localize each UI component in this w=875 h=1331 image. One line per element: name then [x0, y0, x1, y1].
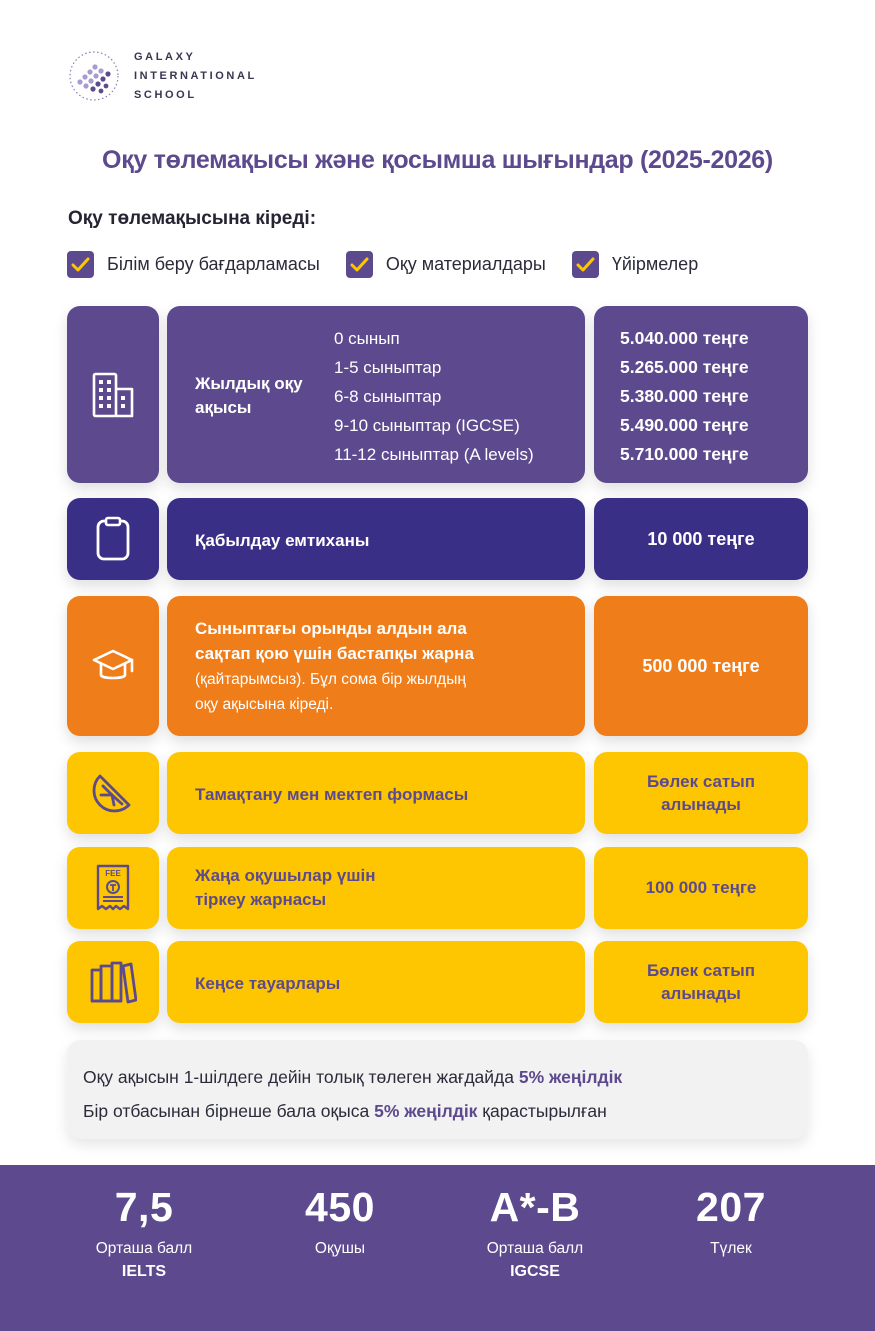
included-heading: Оқу төлемақысына кіреді:	[68, 208, 317, 229]
stats-footer	[0, 1165, 875, 1331]
deposit-price: 500 000 теңге	[642, 655, 760, 676]
included-list	[67, 251, 724, 278]
registration-label-cell	[167, 847, 585, 929]
exam-price: 10 000 теңге	[647, 528, 755, 549]
orange-slice-icon	[90, 770, 136, 816]
grade-list	[334, 324, 534, 469]
price-item: 5.040.000 теңге	[620, 328, 749, 348]
stationery-price-line1: Бөлек сатып	[646, 961, 756, 980]
stat-value: A*-B	[489, 1184, 581, 1230]
price-list	[620, 324, 749, 469]
price-item: 5.380.000 теңге	[620, 386, 749, 406]
tuition-label-cell	[167, 306, 585, 483]
meals-label-cell	[167, 752, 585, 834]
stat-sub: IGCSE	[510, 1263, 560, 1280]
meals-icon-cell	[67, 752, 159, 834]
discount-highlight: 5% жеңілдік	[374, 1101, 478, 1121]
stationery-icon-cell	[67, 941, 159, 1023]
stat-label: Оқушы	[314, 1240, 366, 1257]
deposit-price-cell	[594, 596, 808, 736]
grade-item: 6-8 сыныптар	[334, 387, 442, 406]
registration-price-cell	[594, 847, 808, 929]
fee-icon-text: FEE	[105, 869, 121, 878]
tuition-row	[67, 306, 808, 483]
stat-value: 7,5	[114, 1184, 174, 1230]
stat-value: 207	[696, 1184, 766, 1230]
registration-label-line1: Жаңа оқушылар үшін	[195, 866, 376, 885]
discount-line-early-payment: Оқу ақысын 1-шілдеге дейін толық төлеген жағдайда 5% жеңілдік	[83, 1067, 623, 1087]
checkbox-checked-icon	[346, 251, 373, 278]
school-logo	[66, 46, 257, 106]
deposit-label-line1: Сыныптағы орынды алдын ала	[195, 619, 467, 638]
checkbox-checked-icon	[572, 251, 599, 278]
price-item: 5.265.000 теңге	[620, 357, 749, 377]
books-icon	[89, 960, 137, 1004]
stat-graduates	[631, 1183, 831, 1260]
meals-price-cell	[594, 752, 808, 834]
tuition-icon-cell	[67, 306, 159, 483]
exam-label-cell	[167, 498, 585, 580]
discount-line-siblings: Бір отбасынан бірнеше бала оқыса 5% жеңілдік қарастырылған	[83, 1101, 607, 1121]
stat-label: Орташа балл	[486, 1240, 584, 1257]
grade-item: 0 сынып	[334, 329, 400, 348]
included-item	[346, 251, 546, 278]
stationery-price-line2: алынады	[661, 984, 741, 1003]
exam-price-cell	[594, 498, 808, 580]
grade-item: 1-5 сыныптар	[334, 358, 442, 377]
discount-note	[67, 1040, 808, 1139]
stationery-row	[67, 941, 808, 1023]
galaxy-logo-icon	[66, 46, 122, 106]
building-icon	[90, 371, 136, 419]
stat-label: Орташа балл	[95, 1240, 193, 1257]
grade-item: 9-10 сыныптар (IGCSE)	[334, 416, 520, 435]
tuition-label-line2: ақысы	[195, 398, 252, 417]
tuition-label-line1: Жылдық оқу	[195, 374, 303, 393]
meals-price-line1: Бөлек сатып	[646, 772, 756, 791]
registration-row	[67, 847, 808, 929]
checkbox-checked-icon	[67, 251, 94, 278]
registration-label-line2: тіркеу жарнасы	[195, 890, 327, 909]
deposit-label-line2: сақтап қою үшін бастапқы жарна	[195, 644, 474, 663]
logo-name-line3: SCHOOL	[134, 88, 197, 101]
registration-price: 100 000 теңге	[645, 878, 757, 897]
registration-icon-cell	[67, 847, 159, 929]
stat-value: 450	[305, 1184, 375, 1230]
exam-icon-cell	[67, 498, 159, 580]
logo-name-line2: INTERNATIONAL	[134, 69, 257, 82]
stat-ielts	[44, 1183, 244, 1284]
deposit-note-line2: оқу ақысына кіреді.	[195, 696, 334, 713]
stat-igcse	[435, 1183, 635, 1284]
deposit-label-cell	[167, 596, 585, 736]
deposit-row	[67, 596, 808, 736]
tuition-price-cell	[594, 306, 808, 483]
included-item	[572, 251, 698, 278]
stationery-price-cell	[594, 941, 808, 1023]
stat-students	[240, 1183, 440, 1260]
stat-sub: IELTS	[121, 1263, 167, 1280]
included-item-label: Оқу материалдары	[385, 254, 546, 274]
price-item: 5.710.000 теңге	[620, 444, 749, 464]
meals-price-line2: алынады	[661, 795, 741, 814]
discount-highlight: 5% жеңілдік	[518, 1067, 623, 1087]
price-item: 5.490.000 теңге	[620, 415, 749, 435]
exam-row	[67, 498, 808, 580]
logo-name-line1: GALAXY	[134, 50, 196, 63]
page-title: Оқу төлемақысы және қосымша шығындар (2025-2026)	[102, 146, 773, 174]
meals-label: Тамақтану мен мектеп формасы	[195, 785, 469, 804]
stationery-label: Кеңсе тауарлары	[195, 974, 341, 993]
grade-item: 11-12 сыныптар (A levels)	[334, 445, 534, 464]
graduation-cap-icon	[91, 647, 135, 685]
included-item-label: Білім беру бағдарламасы	[107, 254, 320, 274]
clipboard-icon	[95, 516, 131, 562]
stationery-label-cell	[167, 941, 585, 1023]
deposit-icon-cell	[67, 596, 159, 736]
meals-row	[67, 752, 808, 834]
fee-receipt-icon	[94, 863, 132, 913]
included-item-label: Үйірмелер	[611, 254, 699, 274]
included-item	[67, 251, 320, 278]
stat-label: Түлек	[710, 1240, 752, 1257]
exam-label: Қабылдау емтиханы	[195, 531, 370, 550]
deposit-note-line1: (қайтарымсыз). Бұл сома бір жылдың	[195, 671, 466, 688]
